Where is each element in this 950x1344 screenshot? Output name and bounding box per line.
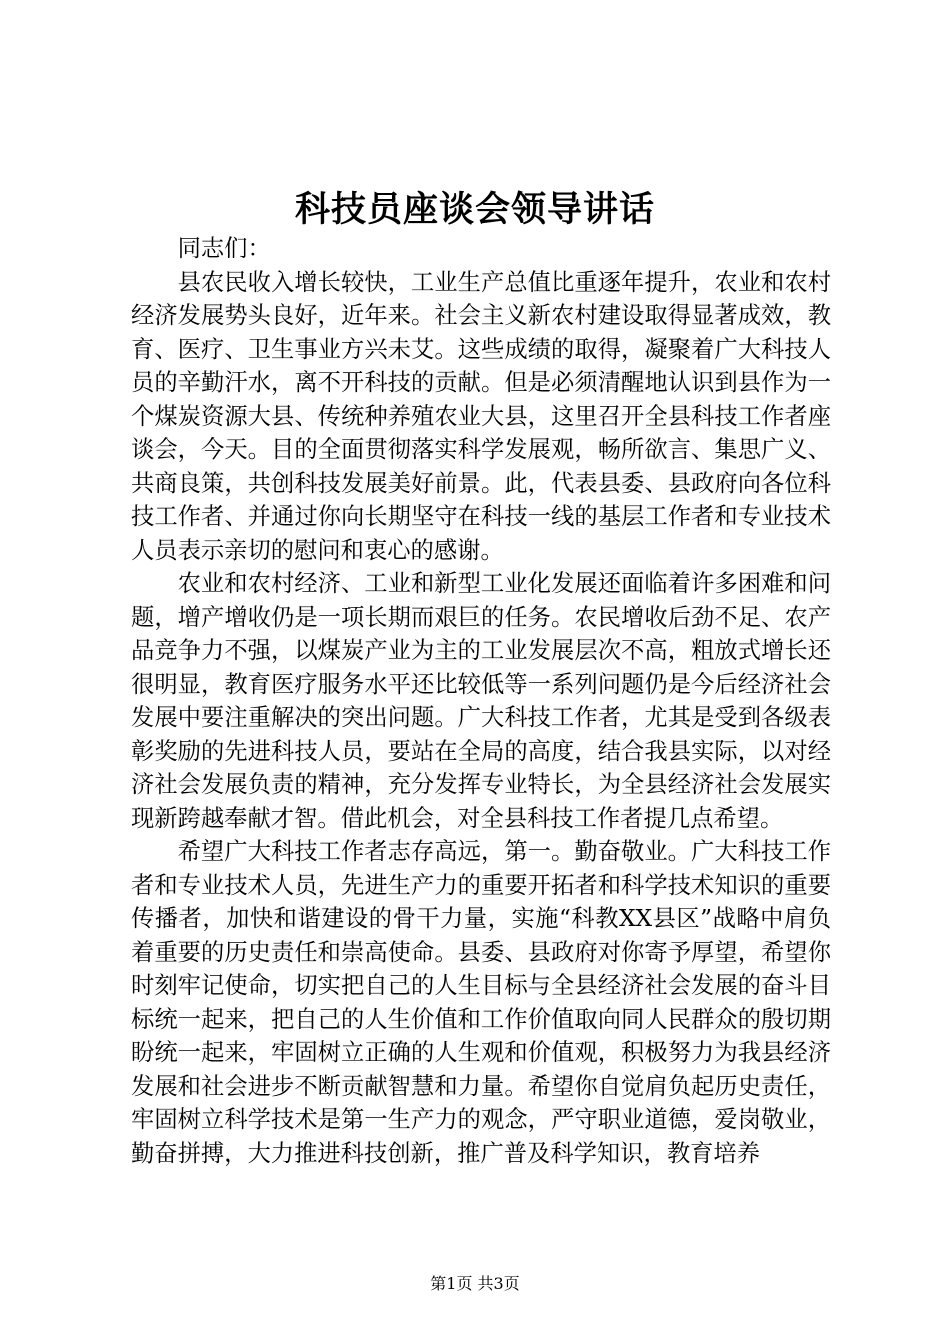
document-body [131, 232, 831, 1170]
document-title: 科技员座谈会领导讲话 [294, 189, 655, 230]
page-footer: 第1页 共3页 [430, 1274, 520, 1293]
salutation: 同志们： [177, 235, 271, 262]
paragraph-2: 农业和农村经济、工业和新型工业化发展还面临着许多困难和问题，增产增收仍是一项长期而艰巨的任务。农民增收后劲不足、农产品竞争力不强，以煤炭产业为主的工业发展层次不高，粗放式增长还很明显，教育医疗服务水平还比较低等一系列问题仍是今后经济社会发展中要注重解决的突出问题。广大科技工作者，尤其是受到各级表彰奖励的先进科技人员，要站在全局的高度，结合我县实际，以对经济社会发展负责的精神，充分发挥专业特长，为全县经济社会发展实现新跨越奉献才智。借此机会，对全县科技工作者提几点希望。 [131, 570, 831, 832]
paragraph-3: 希望广大科技工作者志存高远，第一。勤奋敬业。广大科技工作者和专业技术人员，先进生产力的重要开拓者和科学技术知识的重要传播者，加快和谐建设的骨干力量，实施“科教XX县区”战略中肩负着重要的历史责任和崇高使命。县委、县政府对你寄予厚望，希望你时刻牢记使命，切实把自己的人生目标与全县经济社会发展的奋斗目标统一起来，把自己的人生价值和工作价值取向同人民群众的殷切期盼统一起来，牢固树立正确的人生观和价值观，积极努力为我县经济发展和社会进步不断贡献智慧和力量。希望你自觉肩负起历史责任，牢固树立科学技术是第一生产力的观念，严守职业道德，爱岗敬业，勤奋拼搏，大力推进科技创新，推广普及科学知识，教育培养 [131, 838, 831, 1167]
paragraph-1: 县农民收入增长较快，工业生产总值比重逐年提升，农业和农村经济发展势头良好，近年来。社会主义新农村建设取得显著成效，教育、医疗、卫生事业方兴未艾。这些成绩的取得，凝聚着广大科技人员的辛勤汗水，离不开科技的贡献。但是必须清醒地认识到县作为一个煤炭资源大县、传统种养殖农业大县，这里召开全县科技工作者座谈会，今天。目的全面贯彻落实科学发展观，畅所欲言、集思广义、共商良策，共创科技发展美好前景。此，代表县委、县政府向各位科技工作者、并通过你向长期坚守在科技一线的基层工作者和专业技术人员表示亲切的慰问和衷心的感谢。 [131, 268, 831, 564]
